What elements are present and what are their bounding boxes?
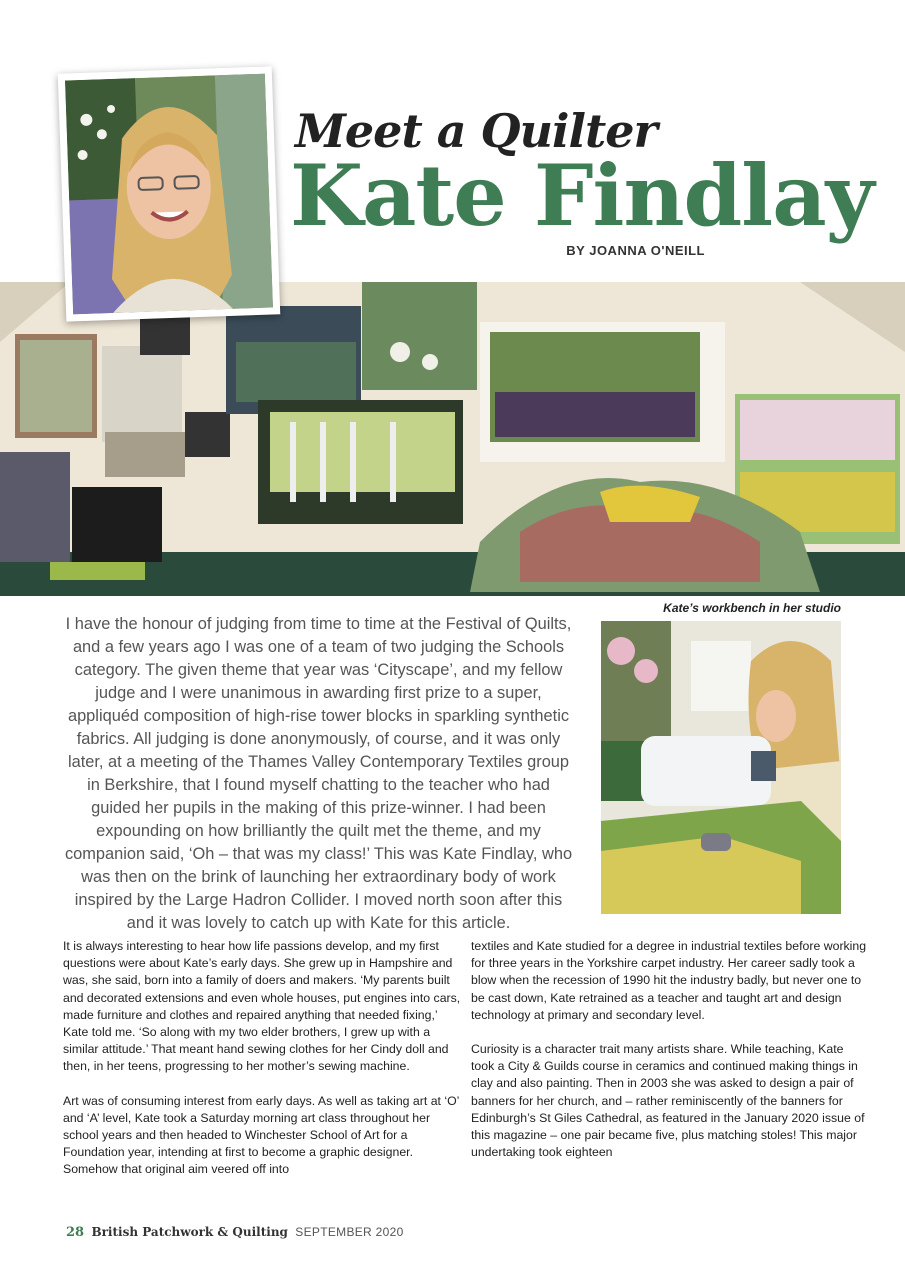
magazine-name: British Patchwork & Quilting (91, 1225, 288, 1239)
byline: BY JOANNA O'NEILL (566, 243, 705, 258)
issue-date: SEPTEMBER 2020 (295, 1225, 404, 1239)
body-paragraph: textiles and Kate studied for a degree in industrial textiles before working for three years in the Yorkshire carpet industry. Her career sadly took a blow when the recession of 1990 hit the industry badly, but never one to be cast down, Kate retrained as a teacher and taught art and design technology at primary and secondary level. (471, 939, 867, 1022)
studio-photo (0, 282, 905, 596)
body-column-right (471, 938, 869, 1178)
section-kicker: Meet a Quilter (295, 104, 657, 158)
intro-paragraph: I have the honour of judging from time to time at the Festival of Quilts, and a few years ago I was one of a team of two judging the Schools category. The given theme that year was ‘Cityscape’, and my fellow judge and I were unanimous in awarding first prize to a super, appliquéd composition of high-rise tower blocks in sparkling synthetic fabrics. All judging is done anonymously, of course, and it was only later, at a meeting of the Thames Valley Contemporary Textiles group in Berkshire, that I found myself chatting to the teacher who had guided her pupils in the making of this prize-winner. I had been expounding on how brilliantly the quilt met the theme, and my companion said, ‘Oh – that was my class!’ This was Kate Findlay, who was then on the brink of launching her extraordinary body of work inspired by the Large Hadron Collider. I moved north soon after this and it was lovely to catch up with Kate for this article. (64, 615, 573, 932)
sewing-photo (601, 621, 841, 914)
studio-caption: Kate’s workbench in her studio (663, 601, 841, 615)
body-paragraph: Art was of consuming interest from early days. As well as taking art at ‘O’ and ‘A’ level, Kate took a Saturday morning art class throughout her school years and then headed to Winchester School of Art for a Foundation year, intending at first to become a graphic designer. Somehow that original aim veered off into (63, 1093, 459, 1177)
body-column-left (63, 938, 461, 1196)
body-paragraph: Curiosity is a character trait many artists share. While teaching, Kate took a City & Guilds course in ceramics and continued making things in clay and also painting. Then in 2003 she was asked to design a pair of banners for her church, and – rather reminiscently of the banners for Edinburgh’s St Giles Cathedral, as featured in the January 2020 issue of this magazine – one pair became five, plus matching stoles! This major undertaking took eighteen (471, 1042, 865, 1160)
page-number: 28 (66, 1225, 85, 1240)
article-title: Kate Findlay (290, 146, 874, 245)
body-paragraph: It is always interesting to hear how life passions develop, and my first questions were about Kate’s early days. She grew up in Hampshire and was, she said, born into a family of doers and makers. ‘My parents built and decorated extensions and even whole houses, put engines into cars, made furniture and clothes and repaired anything that needed fixing,’ Kate told me. ‘So along with my two elder brothers, I grew up with a similar attitude.’ That meant hand sewing clothes for her Cindy doll and then, in her teens, progressing to her mother’s sewing machine. (63, 939, 461, 1074)
portrait-photo (58, 66, 281, 321)
page-footer (66, 1225, 404, 1240)
